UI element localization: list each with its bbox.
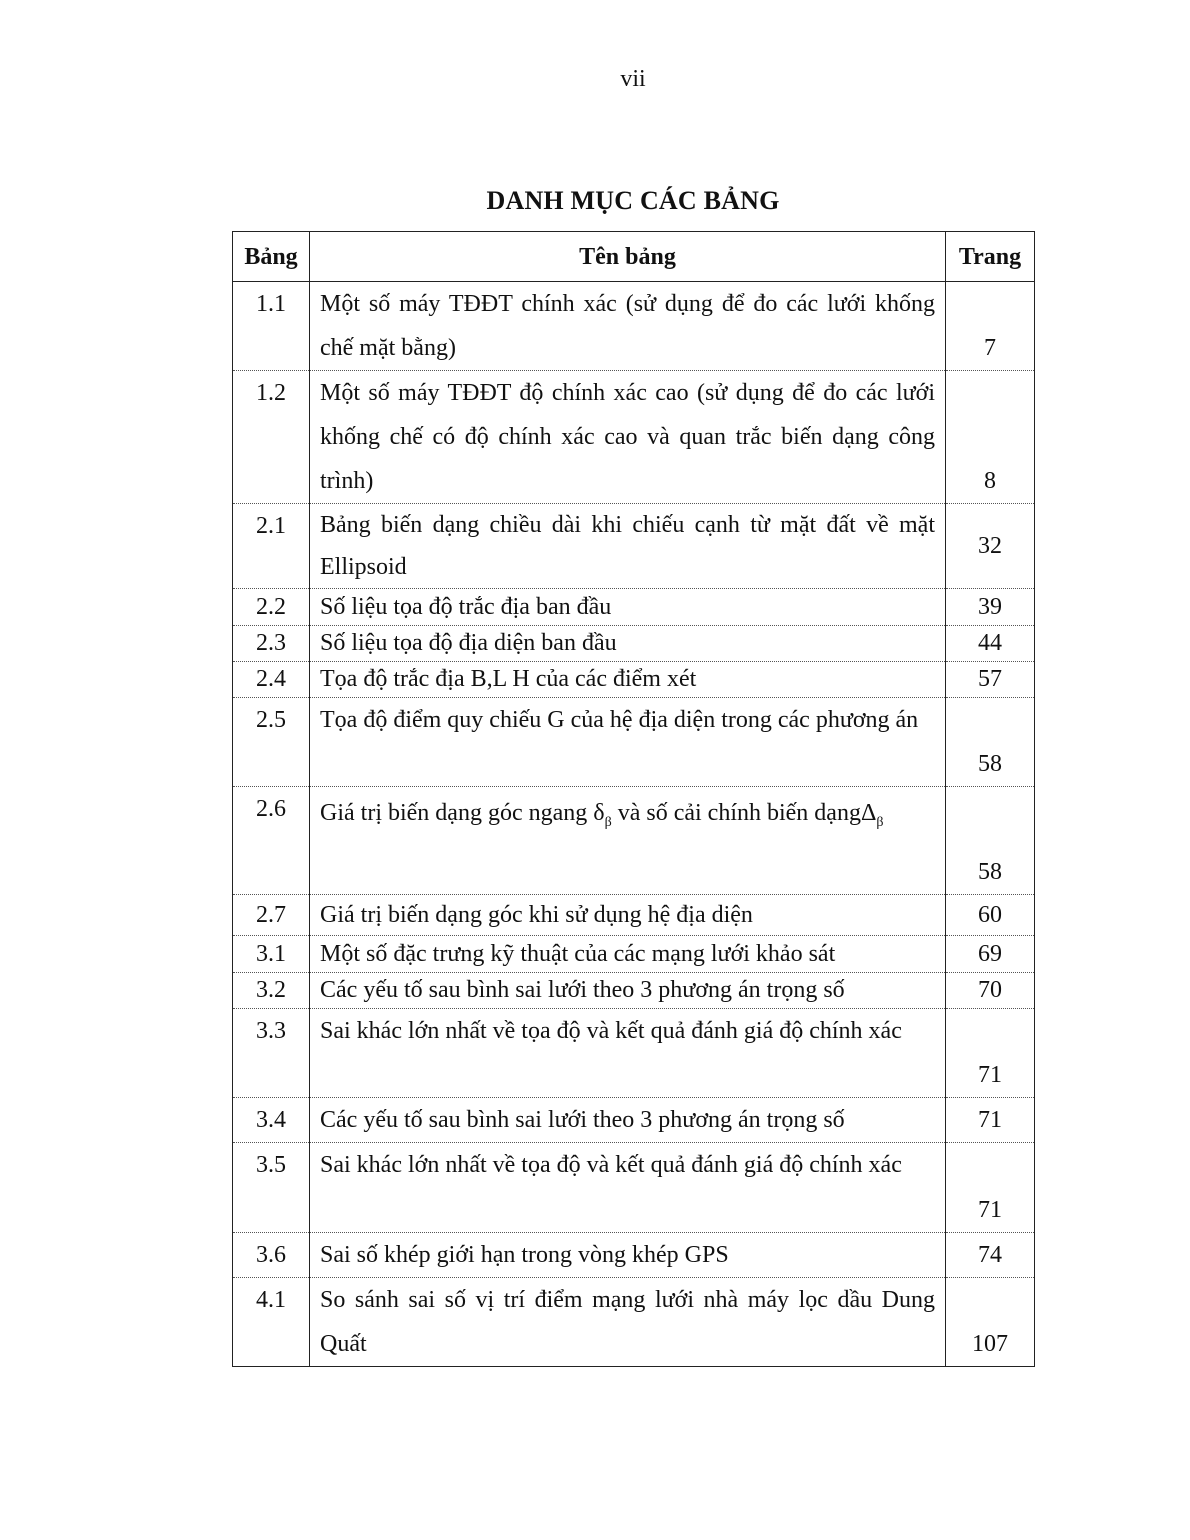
row-number: 3.5: [233, 1143, 310, 1233]
row-page: 57: [946, 662, 1035, 698]
table-row: [233, 936, 1035, 973]
table-row: [233, 589, 1035, 626]
table-row: [233, 973, 1035, 1009]
row-title-part: và số cải chính biến dạng: [617, 800, 861, 826]
row-number: 4.1: [233, 1278, 310, 1367]
row-title: Số liệu tọa độ địa diện ban đầu: [310, 626, 946, 662]
table-header-row: [233, 232, 1035, 282]
row-page: 60: [946, 895, 1035, 936]
row-title: Tọa độ điểm quy chiếu G của hệ địa diện trong các phương án: [310, 698, 946, 787]
row-page: 107: [946, 1278, 1035, 1367]
row-number: 3.4: [233, 1098, 310, 1143]
table-list: [232, 231, 1035, 1367]
row-title: Các yếu tố sau bình sai lưới theo 3 phương án trọng số: [310, 1098, 946, 1143]
row-title: Sai khác lớn nhất về tọa độ và kết quả đánh giá độ chính xác: [310, 1143, 946, 1233]
row-page: 74: [946, 1233, 1035, 1278]
table-row: [233, 787, 1035, 895]
row-number: 2.4: [233, 662, 310, 698]
row-page: 32: [946, 504, 1035, 589]
row-title: Bảng biến dạng chiều dài khi chiếu cạnh từ mặt đất về mặt Ellipsoid: [310, 504, 946, 589]
row-number: 2.1: [233, 504, 310, 589]
row-page: 7: [946, 282, 1035, 371]
table-row: [233, 282, 1035, 371]
capital-delta-glyph: Δ: [860, 800, 877, 826]
row-title: Tọa độ trắc địa B,L H của các điểm xét: [310, 662, 946, 698]
header-page: Trang: [946, 232, 1035, 282]
row-title: So sánh sai số vị trí điểm mạng lưới nhà máy lọc dầu Dung Quất: [310, 1278, 946, 1367]
row-number: 2.7: [233, 895, 310, 936]
row-number: 3.3: [233, 1009, 310, 1098]
table-row: [233, 1233, 1035, 1278]
beta-subscript: β: [876, 814, 884, 830]
row-number: 2.2: [233, 589, 310, 626]
delta-glyph: δ: [593, 800, 605, 826]
row-page: 70: [946, 973, 1035, 1009]
delta-symbol: [593, 800, 612, 830]
table-row: [233, 895, 1035, 936]
page-number: vii: [620, 66, 646, 92]
row-title: Một số đặc trưng kỹ thuật của các mạng lưới khảo sát: [310, 936, 946, 973]
row-title: Giá trị biến dạng góc khi sử dụng hệ địa diện: [310, 895, 946, 936]
row-title: Sai khác lớn nhất về tọa độ và kết quả đánh giá độ chính xác: [310, 1009, 946, 1098]
row-number: 1.1: [233, 282, 310, 371]
row-title: Một số máy TĐĐT độ chính xác cao (sử dụng để đo các lưới khống chế có độ chính xác cao và quan trắc biến dạng công trình): [310, 371, 946, 504]
page-title: DANH MỤC CÁC BẢNG: [486, 186, 780, 215]
table-row: [233, 698, 1035, 787]
row-page: 58: [946, 698, 1035, 787]
row-page: 69: [946, 936, 1035, 973]
row-number: 2.6: [233, 787, 310, 895]
header-table-name: Tên bảng: [310, 232, 946, 282]
row-number: 3.6: [233, 1233, 310, 1278]
row-page: 58: [946, 787, 1035, 895]
row-title-part: Giá trị biến dạng góc ngang: [320, 800, 588, 826]
row-number: 3.2: [233, 973, 310, 1009]
row-page: 71: [946, 1009, 1035, 1098]
capital-delta-symbol: [860, 800, 884, 830]
row-number: 1.2: [233, 371, 310, 504]
row-title: Sai số khép giới hạn trong vòng khép GPS: [310, 1233, 946, 1278]
table-row: [233, 626, 1035, 662]
header-table-number: Bảng: [233, 232, 310, 282]
row-title: Một số máy TĐĐT chính xác (sử dụng để đo các lưới khống chế mặt bằng): [310, 282, 946, 371]
row-title: Số liệu tọa độ trắc địa ban đầu: [310, 589, 946, 626]
table-row: [233, 504, 1035, 589]
table-row: [233, 1098, 1035, 1143]
row-page: 44: [946, 626, 1035, 662]
row-page: 39: [946, 589, 1035, 626]
table-row: [233, 1009, 1035, 1098]
row-page: 8: [946, 371, 1035, 504]
row-title: [310, 787, 946, 895]
row-page: 71: [946, 1098, 1035, 1143]
row-title: Các yếu tố sau bình sai lưới theo 3 phương án trọng số: [310, 973, 946, 1009]
beta-subscript: β: [604, 814, 612, 830]
table-row: [233, 1278, 1035, 1367]
table-row: [233, 1143, 1035, 1233]
row-number: 3.1: [233, 936, 310, 973]
table-row: [233, 371, 1035, 504]
row-number: 2.3: [233, 626, 310, 662]
row-page: 71: [946, 1143, 1035, 1233]
row-number: 2.5: [233, 698, 310, 787]
table-row: [233, 662, 1035, 698]
